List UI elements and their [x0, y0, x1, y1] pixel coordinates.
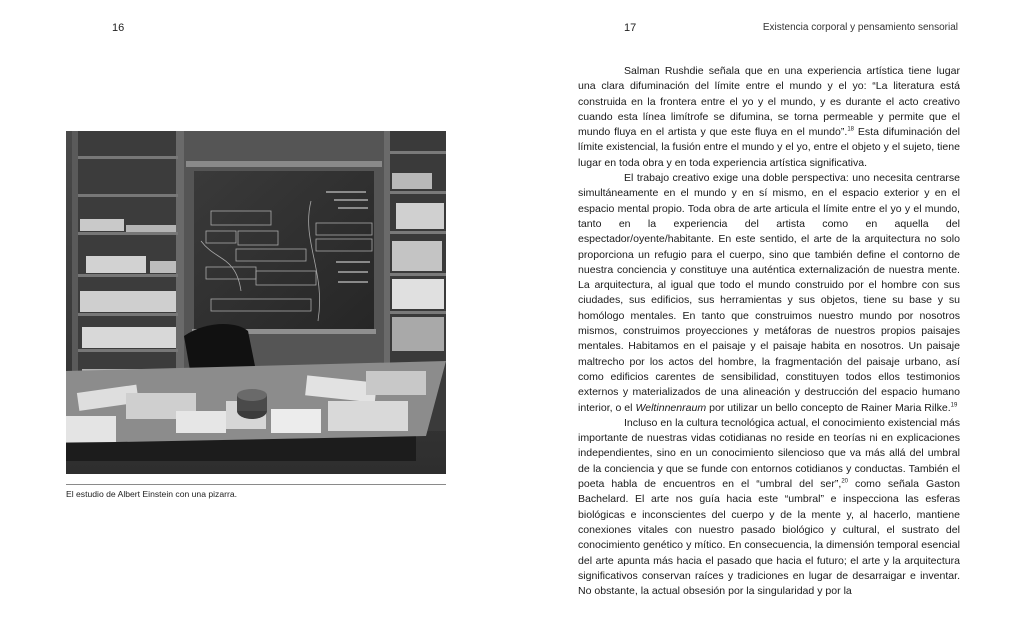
paragraph [578, 171, 960, 416]
page-number-left: 16 [112, 22, 125, 34]
caption-divider [66, 484, 446, 485]
footnote-ref-18[interactable]: 18 [847, 126, 855, 133]
running-head: Existencia corporal y pensamiento sensorial [762, 22, 958, 33]
text-run: Incluso en la cultura tecnológica actual, el conocimiento existencial más importante de nuestras vidas cotidianas no reside en teorías ni en explicaciones independientes, sino en un conocimiento silencioso que va más allá del umbral de la conciencia y que se funde con entornos cotidianos y conductas. También el poeta habla de encuentros en el “umbral del ser”, [578, 416, 960, 491]
body-text [578, 64, 960, 599]
text-run: El trabajo creativo exige una doble perspectiva: uno necesita centrarse simultáneamente en el mundo y en sí mismo, en el espacio exterior y en el espacio mental propio. Toda obra de arte articula el límite entre el yo y el mundo, tanto en la experiencia del artista como en aquella del espectador/oyente/habitante. En este sentido, el arte de la arquitectura no solo proporciona un refugio para el cuerpo, sino que también define el contorno de nuestra conciencia y constituye una auténtica externalización de nuestra mente. La arquitectura, al igual que todo el mundo construido por el hombre con sus ciudades, sus edificios, sus herramientas y sus objetos, tiene su base y su homólogo mentales. En tanto que construimos nuestro mundo por nosotros mismos, construimos proyecciones y metáforas de nuestros propios paisajes mentales. Habitamos en el paisaje y el paisaje habita en nosotros. Un paisaje maltrecho por los actos del hombre, la fragmentación del paisaje urbano, así como edificios carentes de sensibilidad, constituyen todos ellos testimonios externos y materializados de una alineación y destrucción del espacio humano interior, o el [578, 172, 960, 414]
right-page [512, 0, 1024, 632]
photo-illustration [66, 131, 446, 474]
footnote-ref-20[interactable]: 20 [841, 478, 848, 485]
footnote-ref-19[interactable]: 19 [950, 402, 958, 409]
paragraph [578, 416, 960, 600]
page-number-right: 17 [624, 22, 637, 34]
einstein-study-photo [66, 131, 446, 474]
text-run: Esta difuminación del límite existencial, la fusión entre el mundo y el yo, entre el objeto y el sujeto, tiene lugar en toda obra y en toda experiencia artística significativa. [578, 126, 960, 169]
italic-term: Weltinnenraum [635, 401, 707, 414]
figure-caption: El estudio de Albert Einstein con una pizarra. [66, 489, 238, 499]
text-run: por utilizar un bello concepto de Rainer Maria Rilke. [706, 401, 951, 414]
desk [66, 361, 446, 461]
text-run: Salman Rushdie señala que en una experiencia artística tiene lugar una clara difuminación del límite entre el mundo y el yo: “La literatura está construida en la frontera entre el yo y el mundo, y es durante el acto creativo cuando esta línea limítrofe se difumina, se torna permeable y permite que el mundo fluya en el artista y que este fluya en el mundo”. [578, 65, 960, 139]
paragraph [578, 64, 960, 171]
text-run: como señala Gaston Bachelard. El arte nos guía hacia este “umbral” e inspecciona las esferas biológicas e inconscientes del cuerpo y de la mente y, al hacerlo, mantiene conexiones vitales con nuestro pasado biológico y cultural, el sustrato del conocimiento genético y mítico. En consecuencia, la dimensión temporal esencial del arte apunta más hacia el pasado que hacia el futuro; el arte y la arquitectura significativos conservan raíces y tradiciones en lugar de desarraigar e inventar. No obstante, la actual obsesión por la singularidad y por la [578, 478, 960, 598]
